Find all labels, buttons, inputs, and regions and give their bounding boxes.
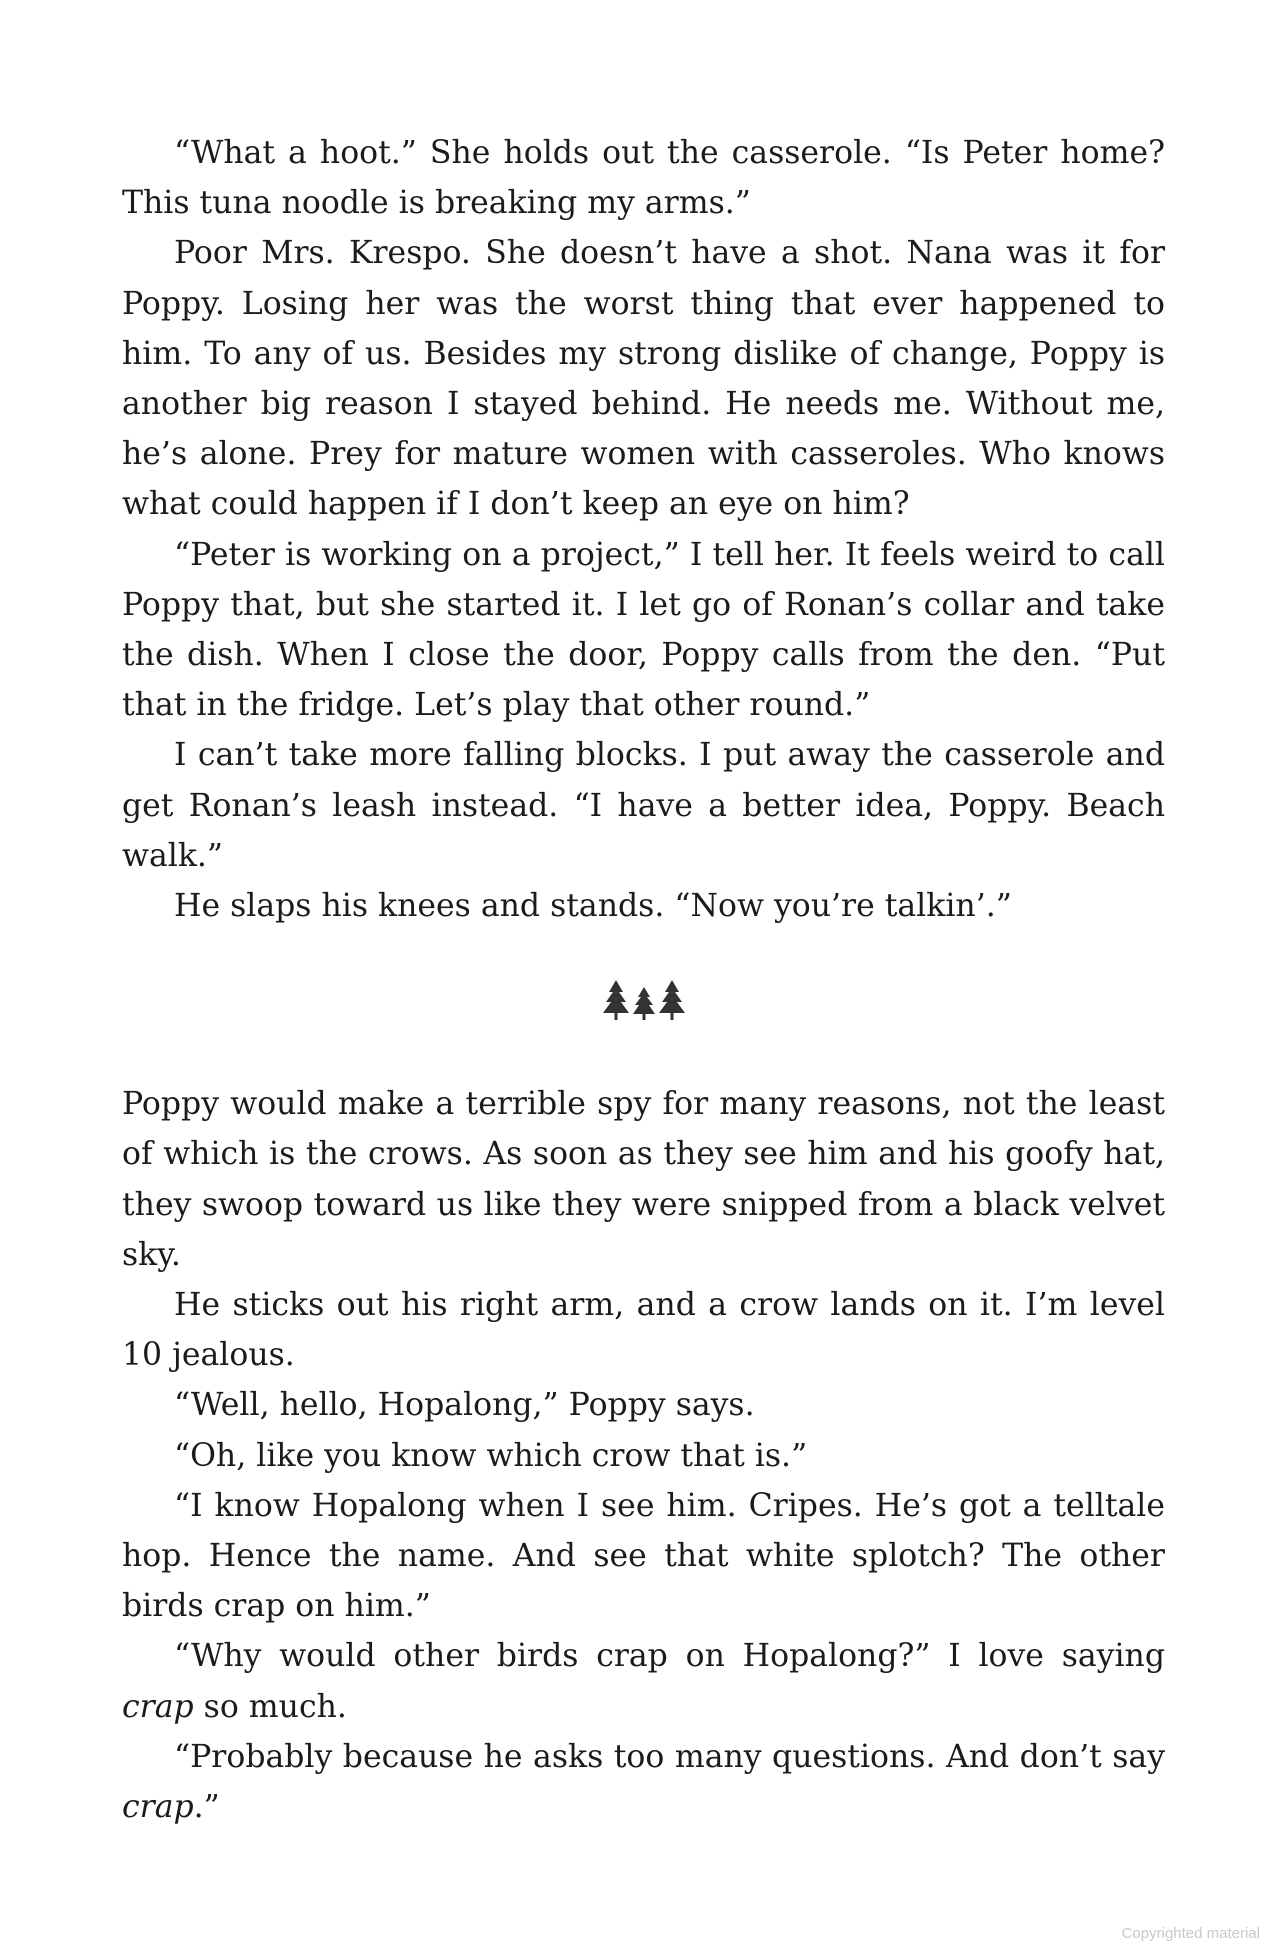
paragraph: “Well, hello, Hopalong,” Poppy says.: [174, 1387, 755, 1424]
paragraph: Poor Mrs. Krespo. She doesn’t have a shot. Nana was it for Poppy. Losing her was the worst thing that ever happened to him. To any of us. Besides my strong dislike of change, Poppy is another big reason I stayed behind. He needs me. Without me, he’s alone. Prey for mature women with casseroles. Who knows what could happen if I don’t keep an eye on him?: [122, 235, 1165, 523]
emphasis: crap: [122, 1789, 194, 1826]
paragraph-text: “Why would other birds crap on Hopalong?” I love saying: [174, 1638, 1165, 1675]
paragraph: Poppy would make a terrible spy for many reasons, not the least of which is the crows. As soon as they see him and his goofy hat, they swoop toward us like they were snipped from a black velvet sky.: [122, 1086, 1165, 1273]
paragraph: He slaps his knees and stands. “Now you’re talkin’.”: [174, 888, 1012, 925]
section-break: [122, 931, 1165, 1079]
paragraph-text: .”: [193, 1789, 220, 1826]
paragraph: “I know Hopalong when I see him. Cripes. He’s got a telltale hop. Hence the name. And see that white splotch? The other birds crap on him.”: [122, 1487, 1165, 1625]
paragraph: [122, 1732, 1165, 1832]
copyright-watermark: Copyrighted material: [1121, 1925, 1260, 1942]
paragraph: “What a hoot.” She holds out the casserole. “Is Peter home? This tuna noodle is breaking my arms.”: [122, 135, 1165, 222]
paragraph-text: so much.: [193, 1688, 347, 1725]
paragraph: He sticks out his right arm, and a crow lands on it. I’m level 10 jealous.: [122, 1287, 1165, 1374]
three-pine-trees-icon: [603, 972, 685, 1020]
book-page: [122, 128, 1165, 1832]
pine-tree-icon: [633, 987, 655, 1020]
paragraph-text: “Probably because he asks too many questions. And don’t say: [174, 1738, 1165, 1775]
pine-tree-icon: [659, 980, 685, 1020]
paragraph: I can’t take more falling blocks. I put away the casserole and get Ronan’s leash instead. “I have a better idea, Poppy. Beach walk.”: [122, 737, 1165, 874]
paragraph: [122, 1631, 1165, 1731]
emphasis: crap: [122, 1688, 194, 1725]
paragraph: “Oh, like you know which crow that is.”: [174, 1437, 808, 1474]
pine-tree-icon: [603, 980, 629, 1020]
paragraph: “Peter is working on a project,” I tell her. It feels weird to call Poppy that, but she started it. I let go of Ronan’s collar and take the dish. When I close the door, Poppy calls from the den. “Put that in the fridge. Let’s play that other round.”: [122, 536, 1165, 724]
